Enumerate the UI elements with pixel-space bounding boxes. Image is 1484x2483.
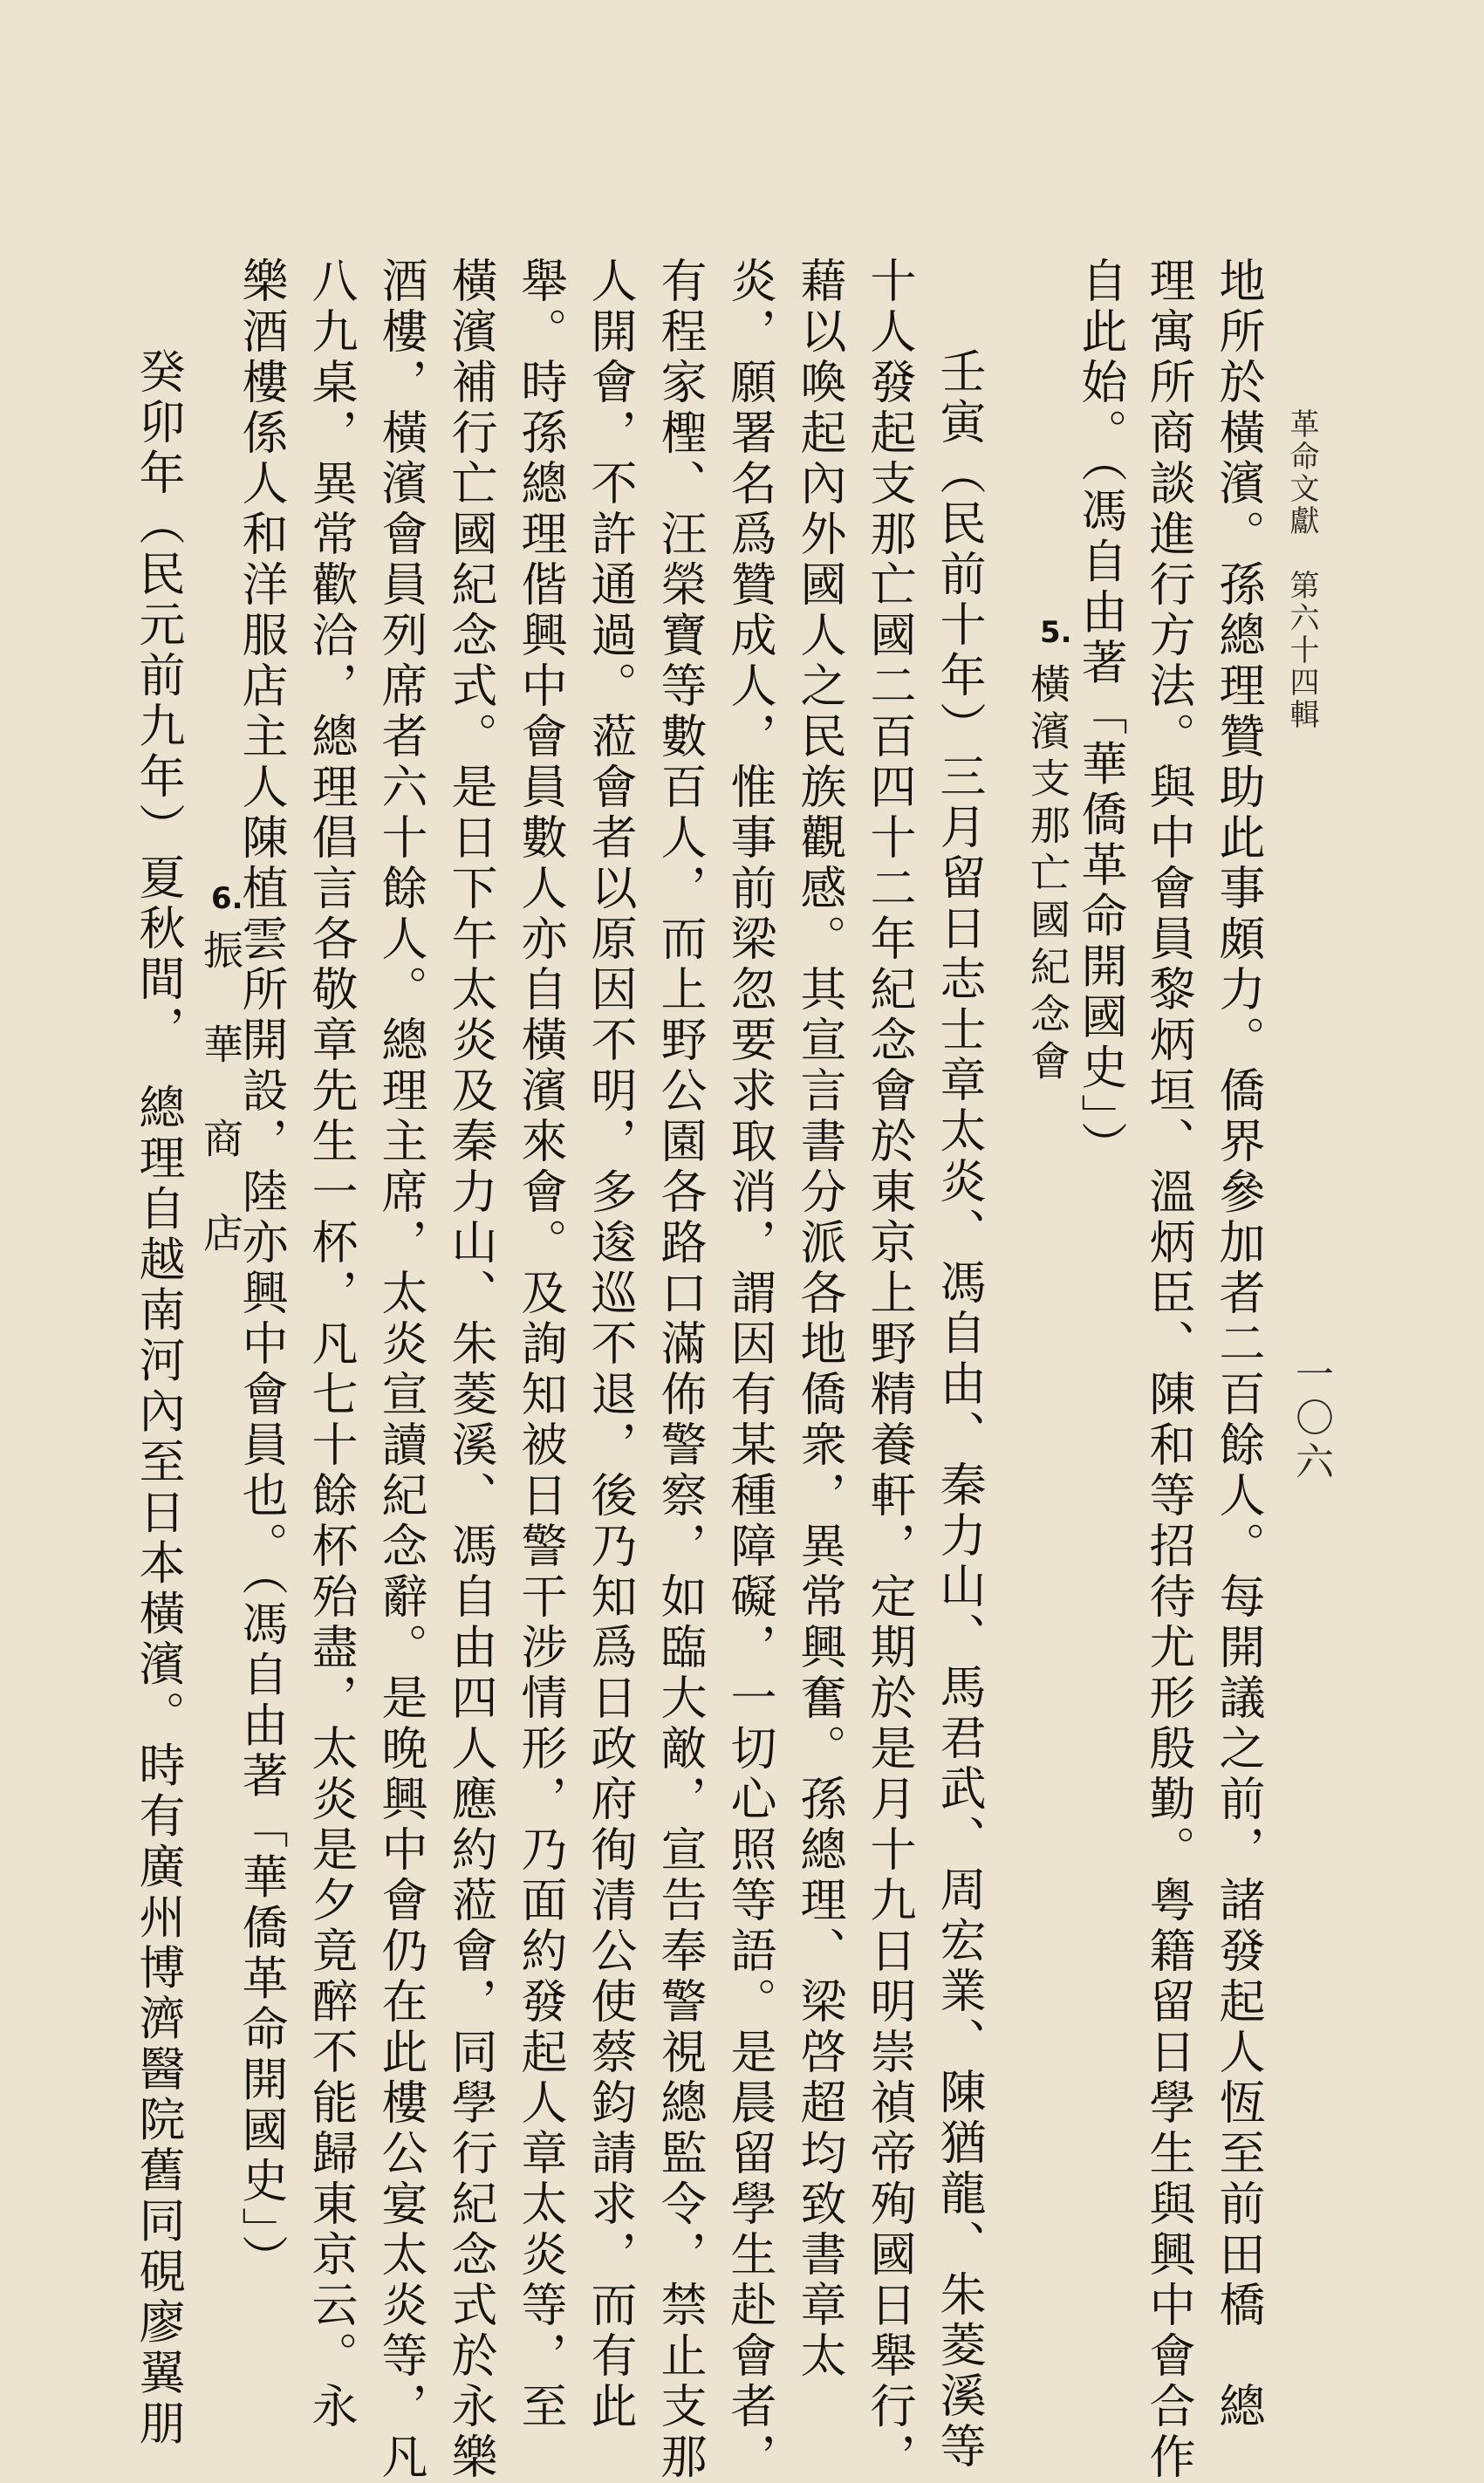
section-5-line-9: 酒樓，橫濱會員列席者六十餘人。總理主席，太炎宣讀紀念辭。是晚興中會仍在此樓公宴太炎等，凡: [374, 257, 427, 2483]
section-5-line-3: 藉以喚起內外國人之民族觀感。其宣言書分派各地僑衆，異常興奮。孫總理、梁啓超均致書章太: [793, 257, 846, 2382]
text-column-2: 理寓所商談進行方法。與中會員黎炳垣、溫炳臣、陳和等招待尤形殷勤。粤籍留日學生與興中會合作: [1142, 257, 1195, 2483]
section-5-line-5: 有程家檉、汪榮寶等數百人，而上野公園各路口滿佈警察，如臨大敵，宣告奉警視總監令，禁止支那: [653, 257, 707, 2483]
section-5-line-6: 人開會，不許通過。蒞會者以原因不明，多逡巡不退，後乃知爲日政府徇清公使蔡鈞請求，而有此: [584, 257, 637, 2432]
section-5-line-10: 八九桌，異常歡洽，總理倡言各敬章先生一杯，凡七十餘杯殆盡，太炎是夕竟醉不能歸東京云。永: [304, 257, 358, 2432]
section-6-heading: 振 華 商 店: [197, 929, 244, 1259]
section-6-number: 6.: [211, 881, 243, 916]
section-5-line-11: 樂酒樓係人和洋服店主人陳植雲所開設，陸亦興中會員也。（馮自由著「華僑革命開國史」）: [235, 257, 288, 2285]
section-5-number: 5.: [1040, 615, 1072, 650]
running-header-book-title: 革命文獻 第六十四輯: [1284, 408, 1319, 731]
page-number: 一〇六: [1289, 1354, 1333, 1485]
section-6-line-1: 癸卯年（民元前九年）夏秋間， 總理自越南河內至日本橫濱。時有廣州博濟醫院舊同硯廖翼朋: [132, 347, 185, 2450]
text-column-3: 自此始。（馮自由著「華僑革命開國史」）: [1074, 257, 1127, 1172]
section-5-heading: 橫濱支那亡國紀念會: [1024, 663, 1071, 1087]
text-column-1: 地所於橫濱。孫總理贊助此事頗力。僑界參加者二百餘人。每開議之前，諸發起人恆至前田橋 總: [1212, 257, 1265, 2432]
section-5-line-2: 十人發起支那亡國二百四十二年紀念會於東京上野精養軒，定期於是月十九日明崇禎帝殉國日舉行，: [863, 257, 916, 2483]
section-5-line-8: 橫濱補行亡國紀念式。是日下午太炎及秦力山、朱菱溪、馮自由四人應約蒞會，同學行紀念式於永樂: [444, 257, 497, 2483]
section-5-line-4: 炎，願署名爲贊成人，惟事前梁忽要求取消，謂因有某種障礙，一切心照等語。是晨留學生赴會者，: [723, 257, 776, 2483]
section-5-line-1: 壬寅（民前十年）三月留日志士章太炎、馮自由、秦力山、馬君武、周宏業、陳猶龍、朱菱溪等: [933, 347, 986, 2473]
section-5-line-7: 舉。時孫總理偕興中會員數人亦自橫濱來會。及詢知被日警干涉情形，乃面約發起人章太炎等，至: [514, 257, 567, 2432]
